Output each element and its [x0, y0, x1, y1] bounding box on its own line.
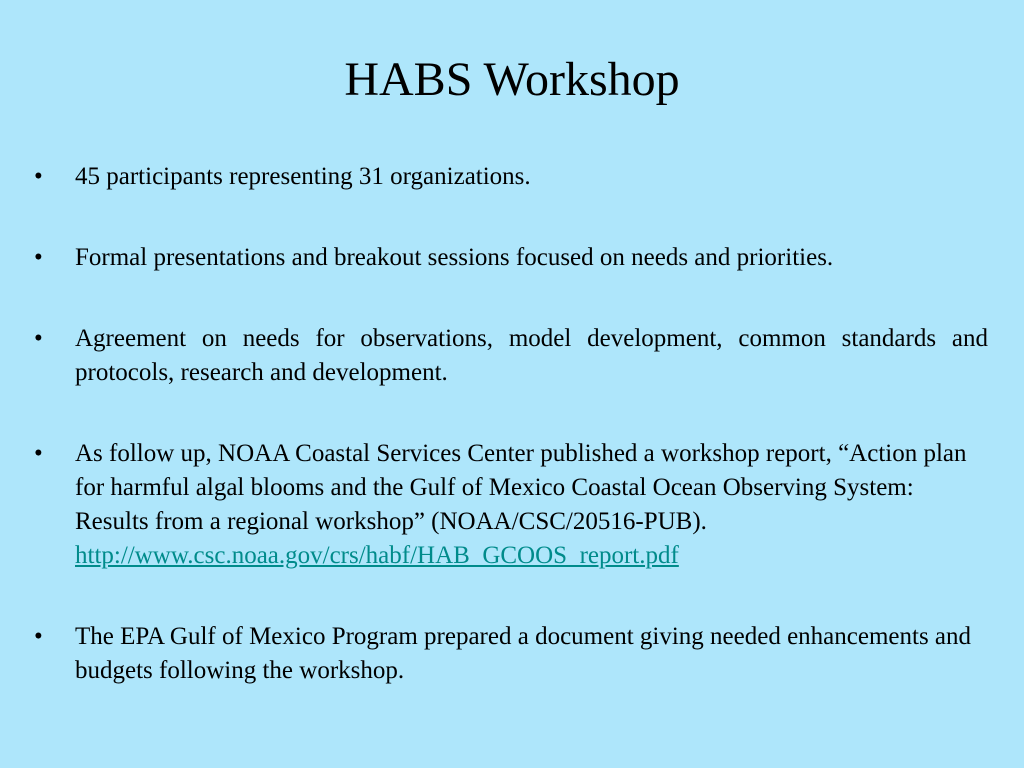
bullet-list: [34, 160, 988, 735]
bullet-text: 45 participants representing 31 organizations.: [75, 163, 531, 190]
bullet-item-participants: [34, 160, 988, 194]
bullet-item-agreement: [34, 322, 988, 390]
bullet-icon: •: [34, 163, 43, 190]
bullet-icon: •: [34, 244, 43, 271]
bullet-item-epa: [34, 620, 988, 688]
bullet-icon: •: [34, 325, 43, 352]
bullet-item-report: [34, 437, 988, 573]
bullet-icon: •: [34, 440, 43, 467]
bullet-text: As follow up, NOAA Coastal Services Center published a workshop report, “Action plan for harmful algal blooms and the Gulf of Mexico Coastal Ocean Observing System: Results from a regional workshop” (NOAA/CSC/20516-PUB).: [75, 440, 967, 535]
bullet-text: Agreement on needs for observations, model development, common standards and protocols, research and development.: [75, 325, 988, 386]
bullet-text: Formal presentations and breakout sessions focused on needs and priorities.: [75, 244, 834, 271]
bullet-text: The EPA Gulf of Mexico Program prepared a document giving needed enhancements and budgets following the workshop.: [75, 623, 972, 684]
bullet-item-presentations: [34, 241, 988, 275]
report-link[interactable]: http://www.csc.noaa.gov/crs/habf/HAB_GCOOS_report.pdf: [75, 542, 679, 569]
slide-title: HABS Workshop: [344, 53, 680, 106]
bullet-icon: •: [34, 623, 43, 650]
